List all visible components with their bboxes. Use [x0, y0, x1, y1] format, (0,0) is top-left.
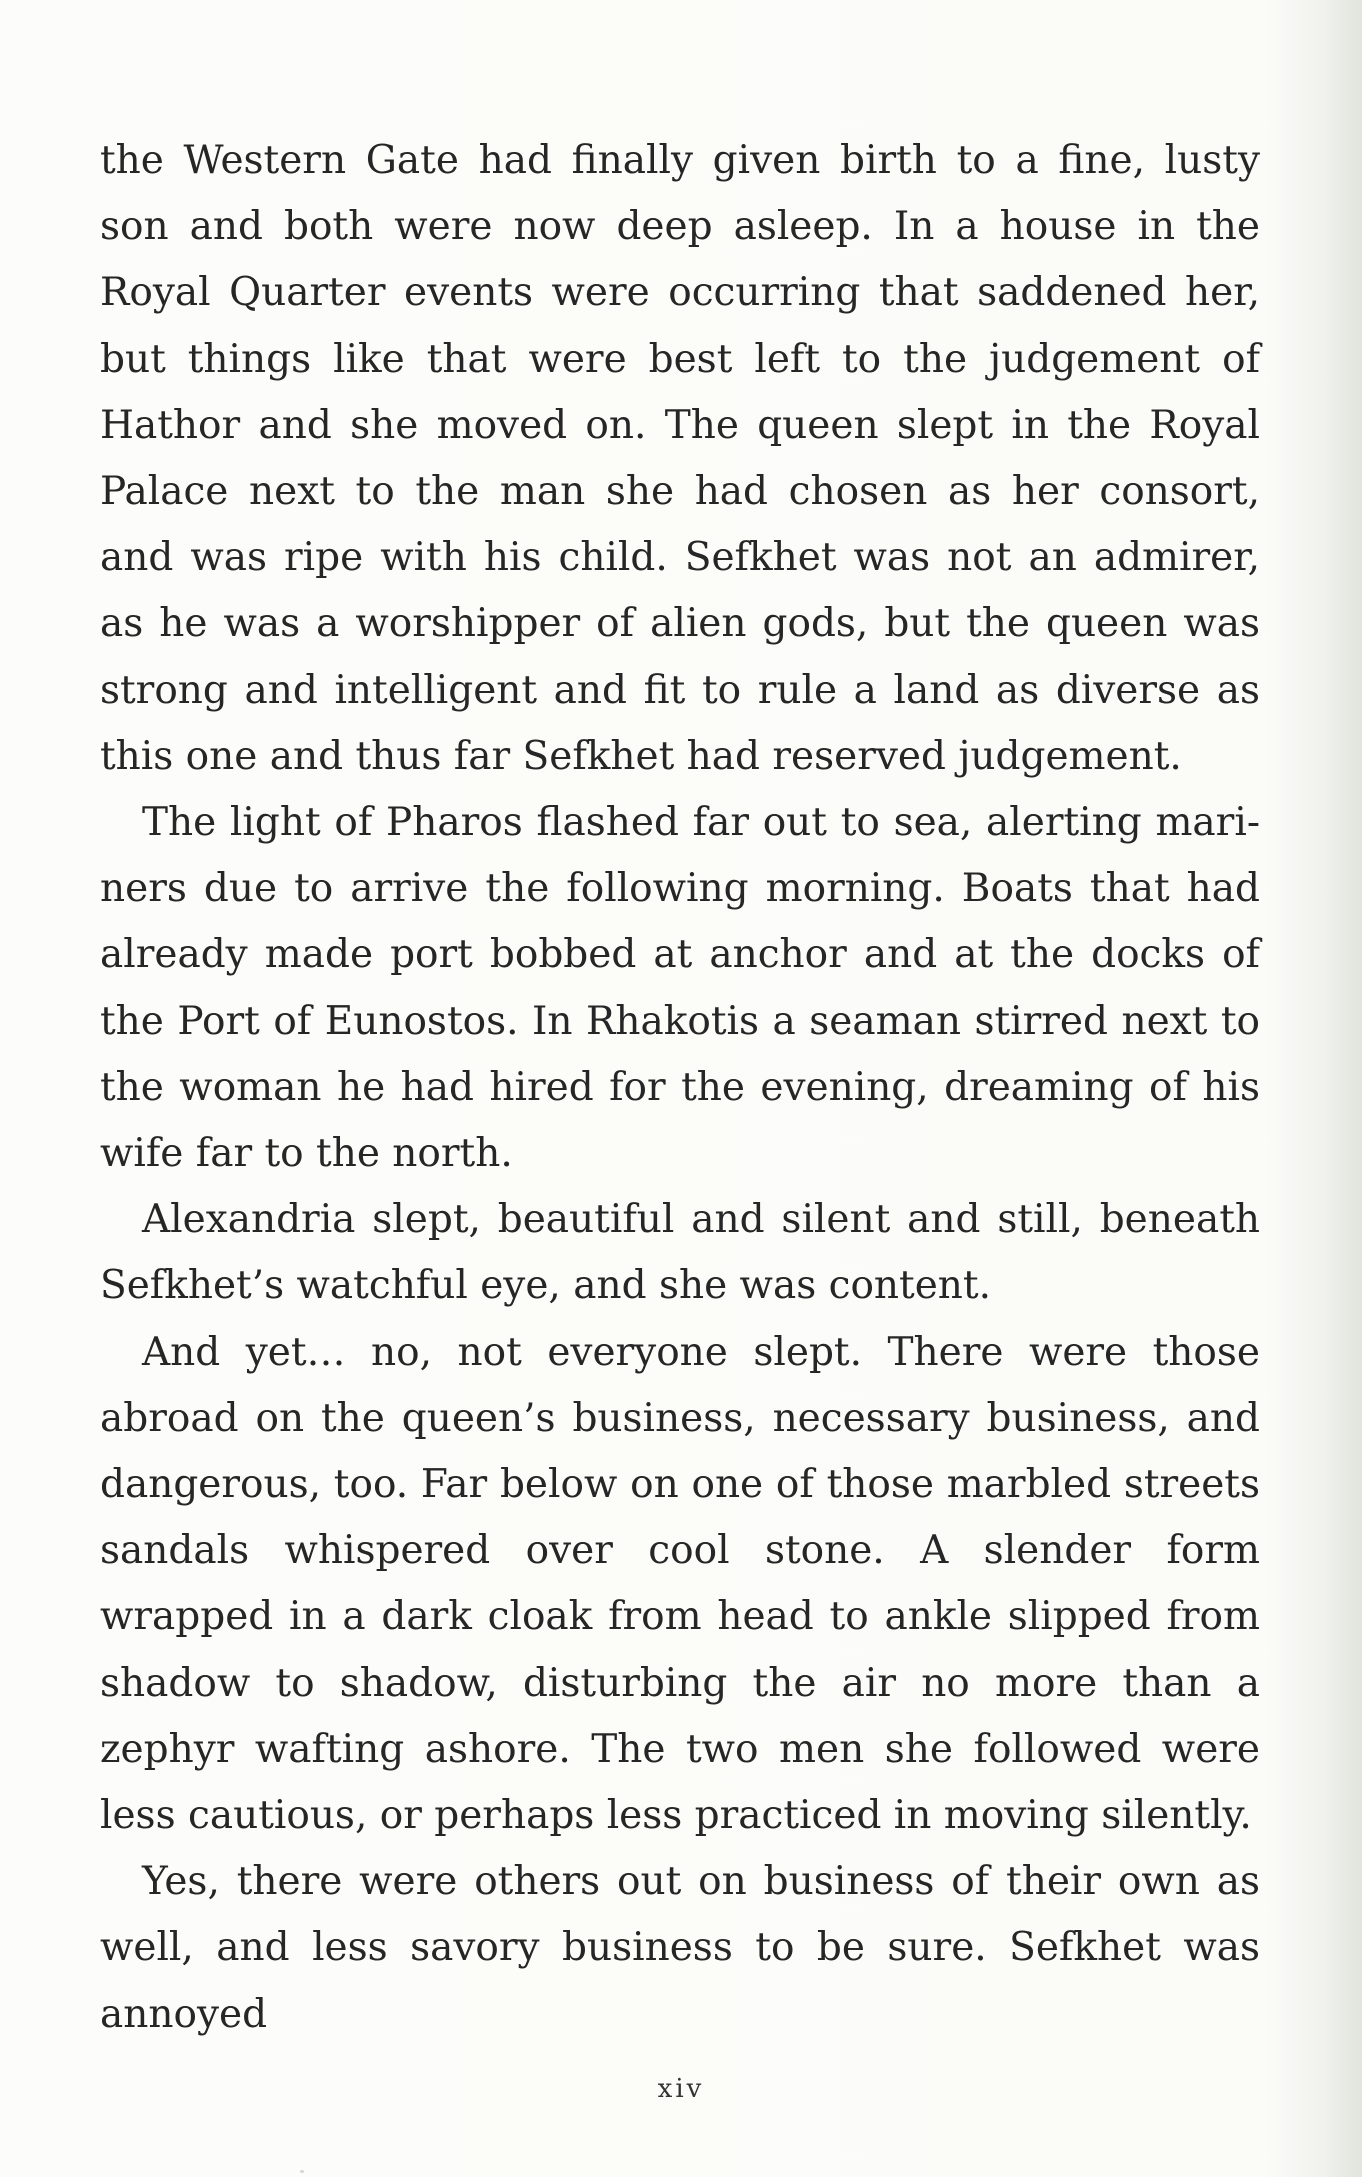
paragraph-others: Yes, there were others out on business of their own as well, and less savory business to be sure. Sefkhet was annoyed [100, 1859, 1260, 2037]
paragraph-continued: the Western Gate had finally given birth to a fine, lusty son and both were now deep asleep. In a house in the Royal Quarter events were occurring that saddened her, but things like that were best left to the judgement of Hathor and she moved on. The queen slept in the Royal Palace next to the man she had chosen as her consort, and was ripe with his child. Sefkhet was not an admirer, as he was a worshipper of alien gods, but the queen was strong and intelligent and fit to rule a land as diverse as this one and thus far Sefkhet had reserved judgement. [100, 138, 1260, 779]
paragraph-pharos: The light of Pharos flashed far out to sea, alerting mariners due to arrive the following morning. Boats that had already made port bobbed at anchor and at the docks of the Port of Eunostos. In Rhakotis a seaman stirred next to the woman he had hired for the evening, dreaming of his wife far to the north. [100, 800, 1260, 1177]
paragraph-and-yet: And yet… no, not everyone slept. There were those abroad on the queen’s business, necessary business, and dangerous, too. Far below on one of those marbled streets sandals whispered over cool stone. A slender form wrapped in a dark cloak from head to ankle slipped from shadow to shadow, disturbing the air no more than a zephyr wafting ashore. The two men she followed were less cautious, or perhaps less practiced in moving silently. [100, 1329, 1260, 1839]
paper-speck [300, 2170, 304, 2173]
body-text [100, 128, 1260, 2048]
page-edge-shadow [1326, 0, 1362, 2177]
page-number: xiv [657, 2074, 705, 2104]
paragraph-alexandria: Alexandria slept, beautiful and silent and still, beneath Sefkhet’s watchful eye, and she was content. [100, 1197, 1260, 1309]
